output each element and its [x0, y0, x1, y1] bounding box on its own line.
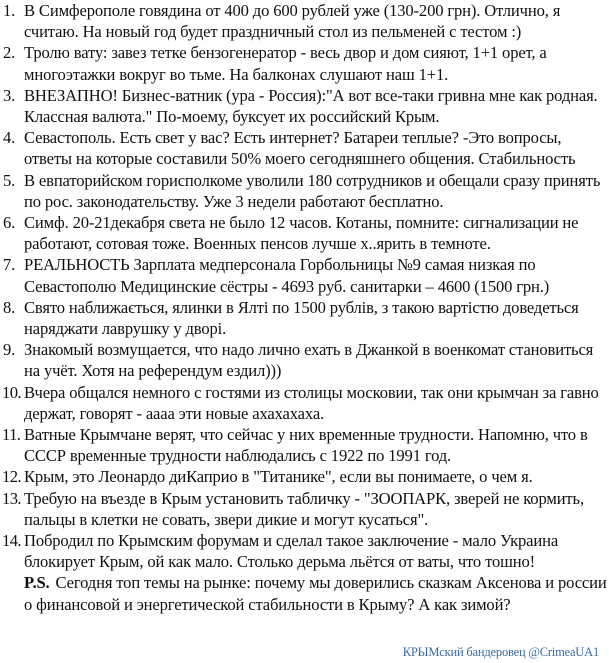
list-item: [0, 42, 609, 84]
list-item: [0, 339, 609, 381]
item-number: 4.: [3, 128, 16, 148]
list-item: [0, 530, 609, 572]
item-text: Требую на въезде в Крым установить табличку - "ЗООПАРК, зверей не кормить, пальцы в клетки не совать, звери дикие и могут кусаться".: [24, 488, 584, 529]
item-text: Тролю вату: завез тетке бензогенератор - весь двор и дом сияют, 1+1 орет, а многоэтажки вокруг во тьме. На балконах слушают наш 1+1.: [24, 43, 547, 84]
item-number: 9.: [3, 340, 16, 360]
list-item: [0, 488, 609, 530]
postscript-text: Сегодня топ темы на рынке: почему мы доверились сказкам Аксенова и россии о финансовой и энергетической стабильности в Крыму? А как зимой?: [24, 573, 607, 614]
item-text: Знакомый возмущается, что надо лично ехать в Джанкой в военкомат становиться на учёт. Хотя на референдум ездил))): [24, 340, 594, 381]
item-number: 13.: [2, 488, 21, 508]
list-item: [0, 170, 609, 212]
list-item: [0, 424, 609, 466]
item-text: Побродил по Крымским форумам и сделал такое заключение - мало Украина блокирует Крым, ой как мало. Столько дерьма льётся от ваты, что тошно!: [24, 531, 559, 572]
list-item: [0, 85, 609, 127]
item-text: ВНЕЗАПНО! Бизнес-ватник (ура - Россия):"А вот все-таки гривна мне как родная. Классная валюта." По-моему, буксует их российский Крым.: [24, 85, 598, 127]
item-text: В Симферополе говядина от 400 до 600 рублей уже (130-200 грн). Отлично, я считаю. На новый год будет праздничный стол из пельменей с тестом :): [24, 1, 561, 42]
item-number: 3.: [3, 85, 16, 105]
author-watermark: КРЫМский бандеровец @CrimeaUA1: [402, 645, 599, 659]
postscript-label: P.S.: [24, 573, 50, 593]
list-item: [0, 127, 609, 169]
item-number: 5.: [3, 170, 16, 190]
item-text: РЕАЛЬНОСТЬ Зарплата медперсонала Горбольницы №9 самая низкая по Севастополю Медицинские сёстры - 4693 руб. санитарки – 4600 (1500 грн.): [24, 255, 550, 296]
item-text: Ватные Крымчане верят, что сейчас у них временные трудности. Напомню, что в СССР временные трудности наблюдались с 1922 по 1991 год.: [24, 425, 588, 466]
list-item: [0, 0, 609, 42]
list-item: [0, 466, 609, 487]
item-number: 10.: [2, 382, 21, 402]
item-text: Вчера общался немного с гостями из столицы московии, так они крымчан за гавно держат, говорят - аааа эти новые ахахахаха.: [24, 382, 599, 423]
item-number: 8.: [3, 297, 16, 317]
item-number: 7.: [3, 255, 16, 275]
item-text: Крым, это Леонардо диКаприо в "Титанике", если вы понимаете, о чем я.: [24, 467, 533, 487]
item-number: 1.: [3, 1, 16, 20]
list-item: [0, 254, 609, 296]
item-number: 6.: [3, 213, 16, 233]
item-number: 2.: [3, 43, 16, 63]
item-text: Симф. 20-21декабря света не было 12 часов. Котаны, помните: сигнализации не работают, сотовая тоже. Военных пенсов лучше х..ярить в темноте.: [24, 213, 579, 254]
item-number: 11.: [2, 425, 21, 445]
list-item: [0, 212, 609, 254]
item-text: Свято наближається, ялинки в Ялті по 1500 рублів, з такою вартістю доведеться наряджати лаврушку у дворі.: [24, 297, 579, 339]
postscript: [0, 572, 609, 614]
item-text: Севастополь. Есть свет у вас? Есть интернет? Батареи теплые? -Это вопросы, ответы на которые составили 50% моего сегодняшнего общения. Стабильность: [24, 128, 576, 169]
item-number: 14.: [2, 531, 21, 551]
item-number: 12.: [2, 467, 21, 487]
list-item: [0, 382, 609, 424]
item-text: В евпаторийском горисполкоме уволили 180 сотрудников и обещали сразу принять по рос. законодательству. Уже 3 недели работают бесплатно.: [24, 170, 601, 211]
list-item: [0, 297, 609, 339]
